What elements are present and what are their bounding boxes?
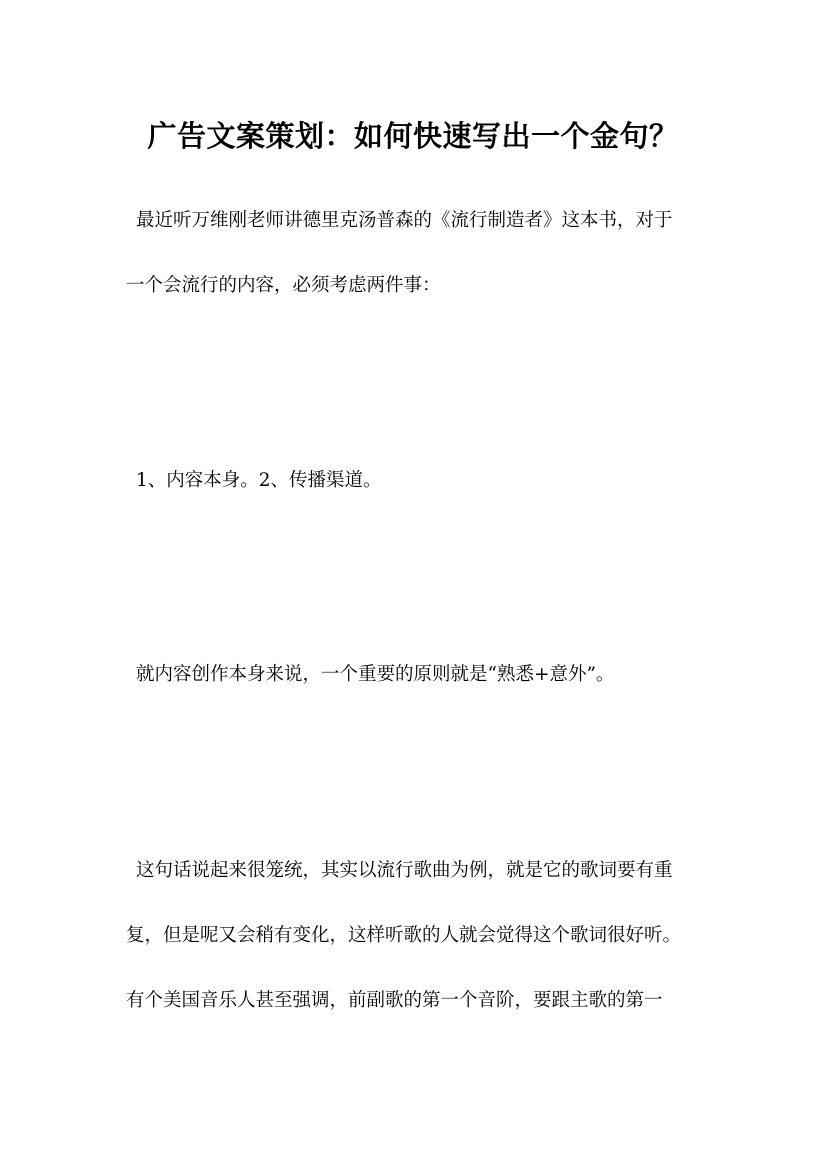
paragraph-4-line-1: 这句话说起来很笼统，其实以流行歌曲为例，就是它的歌词要有重: [136, 860, 673, 881]
paragraph-4-line-3: 有个美国音乐人甚至强调，前副歌的第一个音阶，要跟主歌的第一: [126, 990, 663, 1011]
paragraph-1-line-2: 一个会流行的内容，必须考虑两件事：: [126, 275, 441, 296]
paragraph-3-line-1: 就内容创作本身来说，一个重要的原则就是“熟悉+意外”。: [136, 664, 615, 685]
paragraph-4-line-2: 复，但是呢又会稍有变化，这样听歌的人就会觉得这个歌词很好听。: [126, 925, 682, 946]
document-title: 广告文案策划：如何快速写出一个金句？: [147, 119, 679, 153]
paragraph-2-line-1: 1、内容本身。2、传播渠道。: [136, 470, 382, 491]
paragraph-1-line-1: 最近听万维刚老师讲德里克汤普森的《流行制造者》这本书，对于: [136, 210, 673, 231]
